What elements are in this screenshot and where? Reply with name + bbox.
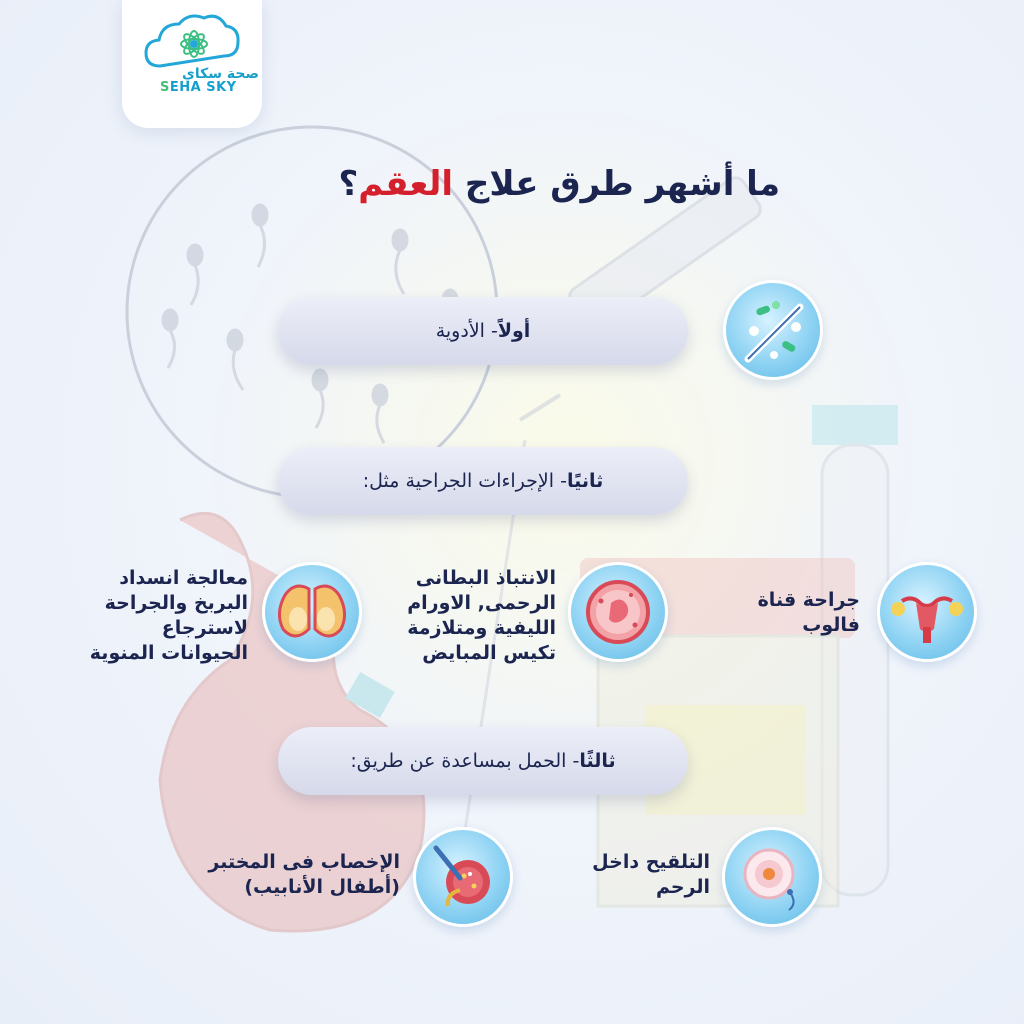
testes-circle <box>262 562 362 662</box>
uterus-icon <box>880 565 974 659</box>
title-highlight: العقم <box>358 164 454 204</box>
brand-name-english: SEHA SKY <box>160 80 237 95</box>
surgery-item-endometriosis: الانتباذ البطانى الرحمى, الاورام الليفية ومتلازمة تكيس المبايض <box>407 567 556 664</box>
insemination-circle <box>722 827 822 927</box>
pills-syringe-icon <box>726 283 820 377</box>
brand-name-arabic: صحة سكاي <box>182 66 259 82</box>
surgery-item-epididymis: معالجة انسداد البربخ والجراحة لاسترجاع الحيوانات المنوية <box>89 567 248 664</box>
assisted-item-iui: التلقيح داخل الرحم <box>592 851 710 898</box>
page-title: ما أشهر طرق علاج العقم؟ <box>338 164 780 204</box>
brand-logo-card[interactable] <box>122 0 262 128</box>
embryo-cell-icon <box>571 565 665 659</box>
section-medications-pill: أولاً - الأدوية <box>278 297 688 365</box>
section-surgery-pill: ثانيًا - الإجراءات الجراحية مثل: <box>278 447 688 515</box>
ivf-needle-icon <box>416 830 510 924</box>
ivf-circle <box>413 827 513 927</box>
medication-circle <box>723 280 823 380</box>
cloud-flower-logo-icon <box>142 14 242 74</box>
section-assisted-pill: ثالثًا - الحمل بمساعدة عن طريق: <box>278 727 688 795</box>
embryo-circle <box>568 562 668 662</box>
assisted-item-ivf: الإخصاب فى المختبر (أطفال الأنابيب) <box>208 851 400 898</box>
surgery-item-fallopian: جراحة قناة فالوب <box>757 589 860 636</box>
uterus-circle <box>877 562 977 662</box>
insemination-icon <box>725 830 819 924</box>
testes-icon <box>265 565 359 659</box>
